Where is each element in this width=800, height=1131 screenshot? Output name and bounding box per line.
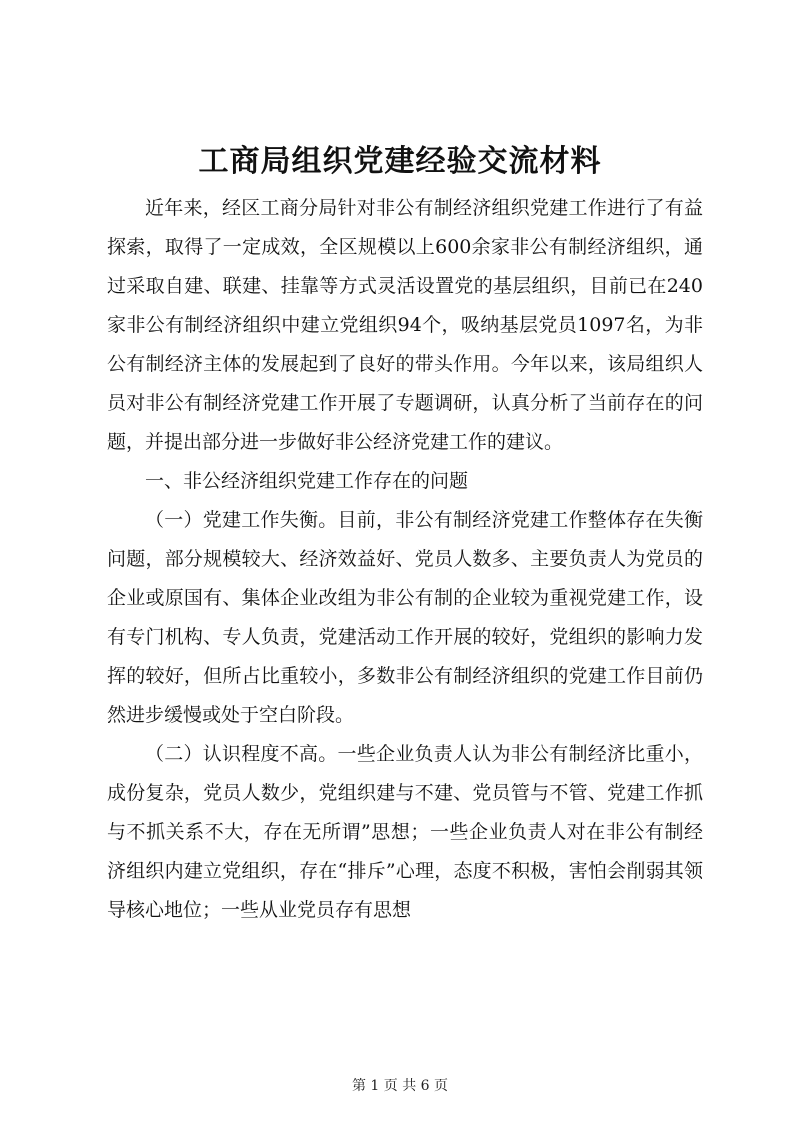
intro-paragraph: 近年来，经区工商分局针对非公有制经济组织党建工作进行了有益探索，取得了一定成效，全区规模以上600余家非公有制经济组织，通过采取自建、联建、挂靠等方式灵活设置党的基层组织，目前已在240家非公有制经济组织中建立党组织94个，吸纳基层党员1097名，为非公有制经济主体的发展起到了良好的带头作用。今年以来，该局组织人员对非公有制经济党建工作开展了专题调研，认真分析了当前存在的问题，并提出部分进一步做好非公经济党建工作的建议。: [107, 197, 703, 453]
issue-paragraph-2: （二）认识程度不高。一些企业负责人认为非公有制经济比重小，成份复杂，党员人数少，党组织建与不建、党员管与不管、党建工作抓与不抓关系不大，存在无所谓”思想；一些企业负责人对在非公有制经济组织内建立党组织，存在“排斥”心理，态度不积极，害怕会削弱其领导核心地位；一些从业党员存有思想: [107, 743, 703, 921]
document-body: [107, 189, 703, 930]
document-title: 工商局组织党建经验交流材料: [198, 144, 602, 179]
issue-paragraph-1: （一）党建工作失衡。目前，非公有制经济党建工作整体存在失衡问题，部分规模较大、经济效益好、党员人数多、主要负责人为党员的企业或原国有、集体企业改组为非公有制的企业较为重视党建工作，设有专门机构、专人负责，党建活动工作开展的较好，党组织的影响力发挥的较好，但所占比重较小，多数非公有制经济组织的党建工作目前仍然进步缓慢或处于空白阶段。: [107, 509, 703, 726]
section-heading: 一、非公经济组织党建工作存在的问题: [145, 470, 469, 492]
page-number-footer: 第 1 页 共 6 页: [351, 1078, 449, 1094]
